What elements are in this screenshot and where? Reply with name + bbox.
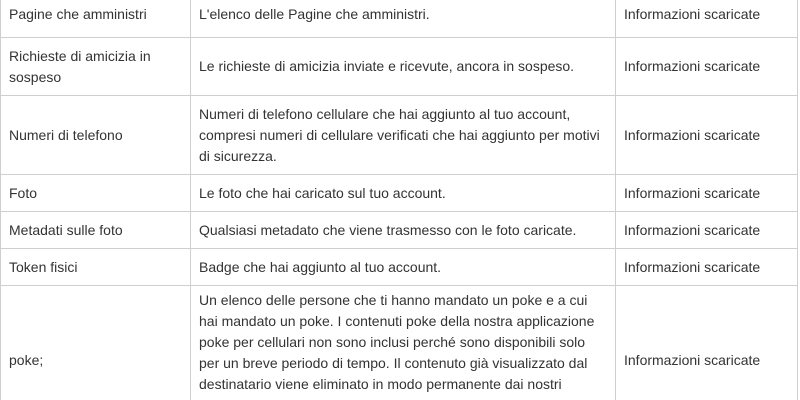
table-row xyxy=(1,249,798,286)
download-status-cell: Informazioni scaricate xyxy=(616,175,798,212)
category-name-cell: Token fisici xyxy=(1,249,191,286)
download-status-cell: Informazioni scaricate xyxy=(616,38,798,96)
table-row xyxy=(1,212,798,249)
category-name-cell: Metadati sulle foto xyxy=(1,212,191,249)
download-status-cell: Informazioni scaricate xyxy=(616,249,798,286)
table-row xyxy=(1,38,798,96)
category-description-cell: Numeri di telefono cellulare che hai aggiunto al tuo account, compresi numeri di cellulare verificati che hai aggiunto per motivi di sicurezza. xyxy=(191,96,616,175)
table-row xyxy=(1,0,798,38)
category-name-cell: poke; xyxy=(1,286,191,400)
download-status-cell: Informazioni scaricate xyxy=(616,96,798,175)
table-row xyxy=(1,96,798,175)
table-row xyxy=(1,286,798,400)
category-name-cell: Numeri di telefono xyxy=(1,96,191,175)
download-status-cell: Informazioni scaricate xyxy=(616,286,798,400)
category-description-cell: Le richieste di amicizia inviate e ricevute, ancora in sospeso. xyxy=(191,38,616,96)
category-description-cell: Un elenco delle persone che ti hanno mandato un poke e a cui hai mandato un poke. I contenuti poke della nostra applicazione poke per cellulari non sono inclusi perché sono disponibili solo per un breve periodo di tempo. Il contenuto già visualizzato dal destinatario viene eliminato in modo permanente dai nostri xyxy=(191,286,616,400)
category-description-cell: Le foto che hai caricato sul tuo account. xyxy=(191,175,616,212)
category-name-cell: Foto xyxy=(1,175,191,212)
category-name-cell: Pagine che amministri xyxy=(1,0,191,38)
category-name-cell: Richieste di amicizia in sospeso xyxy=(1,38,191,96)
table-row xyxy=(1,175,798,212)
category-description-cell: L'elenco delle Pagine che amministri. xyxy=(191,0,616,38)
category-description-cell: Badge che hai aggiunto al tuo account. xyxy=(191,249,616,286)
download-status-cell: Informazioni scaricate xyxy=(616,0,798,38)
download-status-cell: Informazioni scaricate xyxy=(616,212,798,249)
category-description-cell: Qualsiasi metadato che viene trasmesso con le foto caricate. xyxy=(191,212,616,249)
